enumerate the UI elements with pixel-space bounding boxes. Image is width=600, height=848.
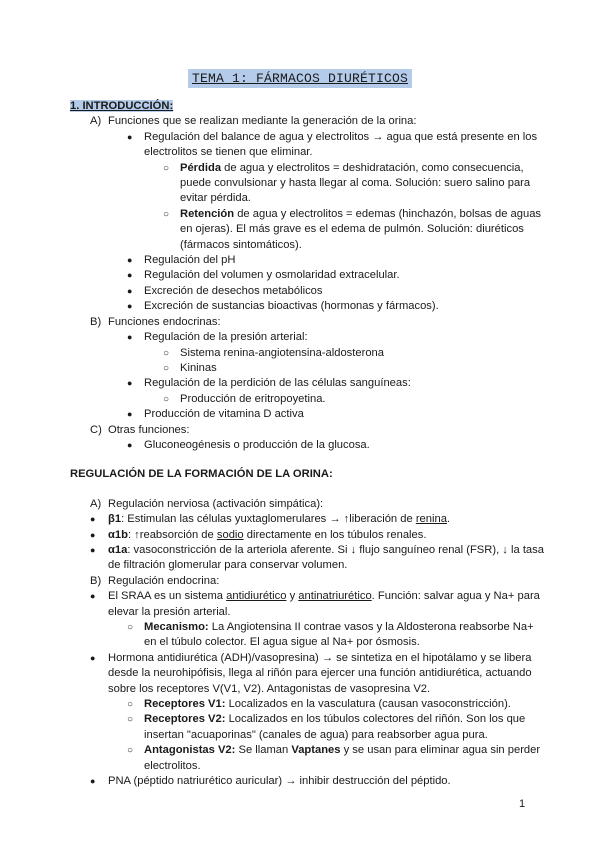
list-item: ○ Sistema renina-angiotensina-aldosterona — [163, 346, 384, 359]
list-item: ○ Antagonistas V2: Se llaman Vaptanes y se usan para eliminar agua sin perder electrolitos. — [127, 744, 541, 772]
list-item: B) Funciones endocrinas: — [90, 315, 221, 328]
list-item: A) Regulación nerviosa (activación simpática): — [90, 497, 324, 510]
section-heading-regulacion: REGULACIÓN DE LA FORMACIÓN DE LA ORINA: — [70, 468, 333, 481]
page-number: 1 — [519, 798, 526, 810]
list-item: ● Excreción de desechos metabólicos — [127, 284, 323, 297]
list-item: ○ Receptores V2: Localizados en los túbulos colectores del riñón. Son los que insertan "acuaporinas" (canales de agua) para reabsorber agua pura. — [127, 713, 526, 741]
list-item: ● Regulación del balance de agua y electrolitos → agua que está presente en los electrolitos se tienen que eliminar. — [127, 130, 538, 159]
list-item: C) Otras funciones: — [90, 423, 190, 436]
list-item: ● α1b: ↑reabsorción de sodio directamente en los túbulos renales. — [90, 528, 427, 541]
list-item: ● Gluconeogénesis o producción de la glucosa. — [127, 438, 370, 451]
list-item: B) Regulación endocrina: — [90, 574, 220, 587]
list-item: ● Hormona antidiurética (ADH)/vasopresina) → se sintetiza en el hipotálamo y se libera desde la neurohipófisis, llega al riñón para ejercer una función antidiurética, actuando sobre los receptores V(V1, V2). Antagonistas de vasopresina V2. — [90, 651, 532, 695]
list-item: ○ Kininas — [163, 361, 217, 374]
list-item: ● β1: Estimulan las células yuxtaglomerulares → ↑liberación de renina. — [90, 513, 451, 526]
document-body — [70, 99, 548, 789]
list-item: ○ Pérdida de agua y electrolitos = deshidratación, como consecuencia, puede convulsionar y hasta llegar al coma. Solución: suero salino para evitar pérdida. — [163, 161, 531, 205]
list-item: ● PNA (péptido natriurético auricular) → inhibir destrucción del péptido. — [90, 775, 451, 788]
list-item: ○ Receptores V1: Localizados en la vasculatura (causan vasoconstricción). — [127, 698, 511, 711]
list-item: ● Regulación de la perdición de las células sanguíneas: — [127, 377, 411, 390]
list-item: ○ Retención de agua y electrolitos = edemas (hinchazón, bolsas de aguas en ojeras). El más grave es el edema de pulmón. Solución: diuréticos (fármacos sintomáticos). — [163, 207, 542, 251]
document-title-wrap — [0, 71, 600, 86]
list-item: ● Regulación del pH — [127, 254, 236, 267]
list-item: ● Regulación del volumen y osmolaridad extracelular. — [127, 269, 400, 282]
document-title: TEMA 1: FÁRMACOS DIURÉTICOS — [188, 69, 412, 88]
section-heading-introduccion: 1. INTRODUCCIÓN: — [70, 100, 174, 112]
list-item: ● El SRAA es un sistema antidiurético y antinatriurético. Función: salvar agua y Na+ para elevar la presión arterial. — [90, 590, 540, 618]
list-item: ● Excreción de sustancias bioactivas (hormonas y fármacos). — [127, 300, 439, 313]
list-item: ○ Mecanismo: La Angiotensina II contrae vasos y la Aldosterona reabsorbe Na+ en el túbulo colector. El agua sigue al Na+ por ósmosis. — [127, 621, 534, 649]
list-item: ○ Producción de eritropoyetina. — [163, 392, 326, 405]
list-item: A) Funciones que se realizan mediante la generación de la orina: — [90, 115, 417, 128]
list-item: ● Regulación de la presión arterial: — [127, 331, 308, 344]
list-item: ● Producción de vitamina D activa — [127, 408, 304, 421]
list-item: ● α1a: vasoconstricción de la arteriola aferente. Si ↓ flujo sanguíneo renal (FSR), ↓ la tasa de filtración glomerular para conservar volumen. — [90, 543, 544, 572]
